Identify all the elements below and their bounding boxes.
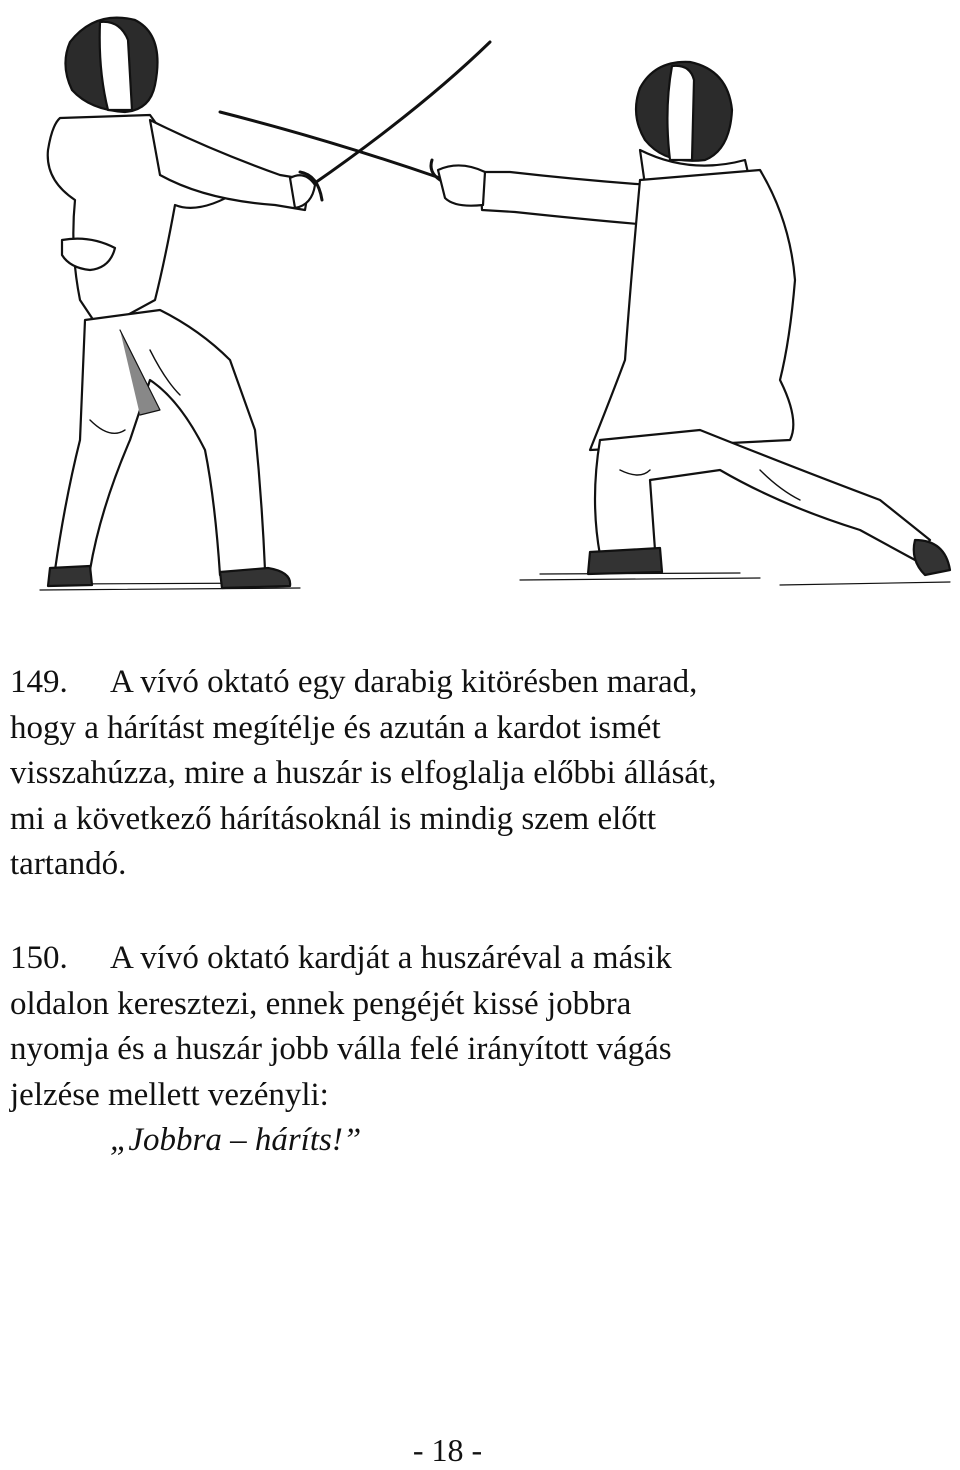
left-fencer-legs: [55, 310, 265, 575]
page-number: - 18 -: [412, 1432, 483, 1468]
fencers-illustration: [0, 0, 960, 600]
paragraph-line: hogy a hárítást megítélje és azután a kardot ismét: [10, 709, 661, 746]
paragraph-number: 150.: [10, 940, 68, 976]
command-text: „Jobbra – háríts!”: [110, 1122, 362, 1158]
paragraph-149: [10, 660, 940, 888]
paragraph-line: tartandó.: [10, 846, 127, 882]
paragraph-line: jelzése mellett vezényli:: [10, 1076, 329, 1113]
paragraph-line: oldalon keresztezi, ennek pengéjét kissé jobbra: [10, 985, 632, 1022]
paragraph-number: 149.: [10, 664, 68, 700]
ground-shading: [40, 573, 950, 590]
left-fencer: [48, 18, 315, 588]
paragraph-150: [10, 936, 940, 1164]
right-fencer-legs: [595, 430, 930, 560]
paragraph-line: 150. A vívó oktató kardját a huszáréval a másik: [10, 936, 940, 982]
paragraph-line: visszahúzza, mire a huszár is elfoglalja előbbi állását,: [10, 755, 717, 791]
right-fencer-arm: [480, 172, 650, 225]
right-fencer: [438, 62, 950, 575]
paragraph-line: nyomja és a huszár jobb válla felé irányított vágás: [10, 1031, 672, 1067]
paragraph-line: mi a következő hárításoknál is mindig szem előtt: [10, 800, 657, 837]
paragraph-line: 149. A vívó oktató egy darabig kitörésben marad,: [10, 660, 940, 706]
